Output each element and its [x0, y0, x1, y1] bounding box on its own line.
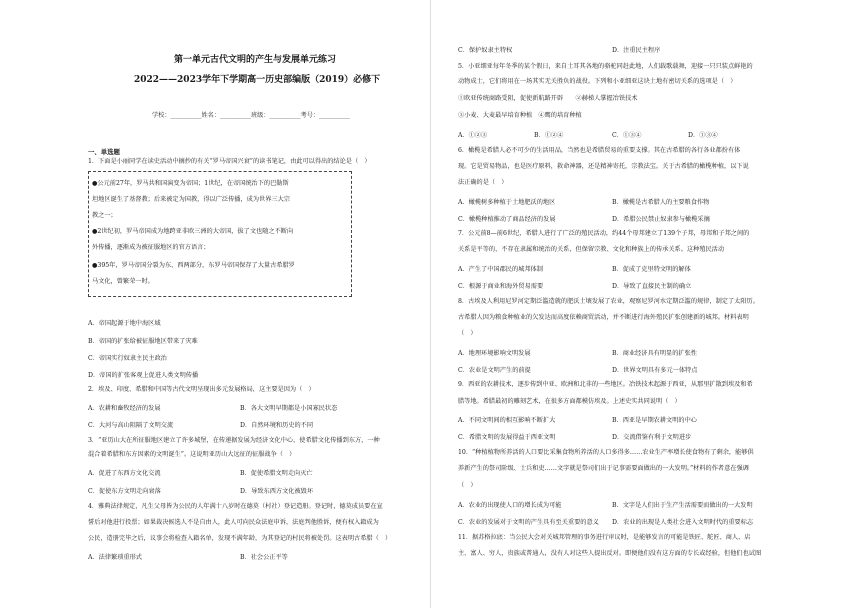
question-11-line: 主、富人、穷人，贵族或普通人，没有人对这些人提出反对。即便他们没有这方面的专长或经验，但他们也试图	[458, 550, 762, 557]
question-6-line: 法正确的是（ ）	[458, 179, 508, 186]
question-9-line: 腊等地。希腊最初的雕刻艺术，在很多方面都模仿埃及。上述史实共同说明（ ）	[458, 398, 681, 405]
option-c: C．橄榄种植推动了商品经济的发展	[458, 216, 556, 223]
option-c: C．①③④	[612, 132, 642, 139]
option-d: D．交流借鉴有利于文明进步	[612, 434, 692, 441]
notes-line: ●2世纪初，罗马帝国成为地跨亚非欧三洲的大帝国，拔了文也随之不断向	[92, 228, 294, 235]
question-11-line: 11．据苏格拉底：当公民大会对关城邦管理的事务进行审议时，是能够发言的可能是铁匠、舵匠、商人、店	[458, 534, 751, 541]
option-a: A．产生了中国郡民的城邦体制	[458, 266, 543, 273]
option-c: C．保护奴隶主特权	[458, 47, 513, 54]
question-8-line: 8．古埃及人利用尼罗河定期泛滥造就的肥沃土壤发展了农业，观察尼罗河水定期泛滥的规律，制定了太阳历。	[458, 298, 759, 305]
option-c: C．根源于商业和海外贸易需要	[458, 283, 544, 290]
question-4-line: 公民，造册完毕之后，议事会将检查入籍名单，发现不满年龄，为其登记的村民将被处罚。这表明古希腊（ ）	[88, 535, 392, 542]
option-c: C．促使东方文明走向衰落	[88, 488, 161, 495]
question-10-line: 养新产生的祭司阶级、士兵和吏……文字就是祭司们出于记事需要面做出的一大发明。”材料的作者意在强调	[458, 465, 749, 472]
option-a: A．①②③	[458, 132, 488, 139]
option-d: D．①③④	[688, 132, 718, 139]
option-b: B．帝国的扩张给被征服地区带来了灾难	[88, 338, 198, 345]
option-d: D．导致东西方文化被毁坏	[240, 488, 314, 495]
question-2: 2．埃及、印度、希腊和中国等古代文明呈现出多元发展格局，这主要是因为（ ）	[88, 386, 315, 393]
option-b: B．①②④	[534, 132, 564, 139]
option-b: B．文字是人们出于生产生活需要而做出的一大发明	[612, 502, 753, 509]
section-heading: 一、单选题	[88, 148, 120, 156]
option-b: B．社会公正平等	[240, 554, 288, 561]
question-3-line: 3．“亚历山大在所征服地区建立了许多城堡，在传递据发展为经济文化中心，使希腊文化传播到东方，一种	[88, 437, 380, 444]
question-10-line: （ ）	[458, 482, 477, 489]
option-a: A．法律繁琐重形式	[88, 554, 142, 561]
q5-statements: ①欧亚传统商路受阻，促使新航路开辟 ②赫梯人掌握冶铁技术	[458, 95, 638, 102]
question-1: 1．下面是小丽同学在读史活动中摘抄的有关“罗马帝国兴衰”的读书笔记，由此可以得出的结论是（ ）	[88, 158, 371, 165]
option-b: B．商业经济具有明显的扩张性	[612, 350, 697, 357]
option-c: C．农业是文明产生的前提	[458, 367, 531, 374]
question-4-line: 4．雅典法律规定，凡生父母皆为公民的人年满十八岁时在德莫（村社）登记造册。登记时，德莫成员要在宣	[88, 503, 383, 510]
page-subtitle: 2022——2023学年下学期高一历史部编版（2019）必修下	[134, 75, 381, 85]
option-a: A．帝国起源于地中海区域	[88, 320, 161, 327]
student-info-line: 学校：__________姓名：__________班级：__________考号：__________	[152, 112, 350, 119]
option-c: C．农业的发展对于文明的产生具有至关重要的意义	[458, 519, 599, 526]
question-7-line: 关系是平等的，不存在隶属和统治的关系，但保留宗教、文化和种族上的传承关系。这种殖民活动	[458, 246, 725, 253]
option-a: A．农业的出现使人口的增长成为可能	[458, 502, 562, 509]
option-c: C．帝国实行奴隶主民主政治	[88, 355, 167, 362]
option-d: D．自然环境和历史的不同	[240, 422, 314, 429]
question-8-line: （ ）	[458, 330, 477, 337]
option-a: A．不同文明间的相互影响不断扩大	[458, 417, 556, 424]
question-9-line: 9．西亚的农耕技术，逐步传到中亚、欧洲和北非的一些地区。冶铁技术起源于西亚，从那里扩散到埃及和希	[458, 381, 753, 388]
option-b: B．西亚是早期农耕文明的中心	[612, 417, 697, 424]
reading-notes-box	[88, 171, 352, 297]
option-c: C．大河与高山阻隔了文明交流	[88, 422, 174, 429]
question-8-line: 古希腊人因为粮食种植业的欠发达而高度依赖商贸活动，并不断进行海外殖民扩张创建新的城邦。材料表明	[458, 314, 749, 321]
notes-line: 外传播，逐渐成为被征服地区的官方语言；	[92, 244, 210, 251]
notes-line: 马文化，曾繁荣一时。	[92, 278, 154, 285]
question-7-line: 7．公元前8—前6世纪，希腊人进行了广泛的殖民活动，约44个母邦建立了139个子邦，母邦和子邦之间的	[458, 230, 750, 237]
question-6-line: 现。它是贸易物品，也是医疗原料，救命神器，还是精神寄托，宗教法宝。关于古希腊的橄榄种植，以下说	[458, 163, 749, 170]
question-4-line: 誓后对他进行投票；如果裁决候选人不是自由人，此人可向民众法庭申诉，法庭判他胜诉，便有权入籍成为	[88, 519, 379, 526]
option-d: D．农业的出现是人类社会进入文明时代的重要标志	[612, 519, 754, 526]
question-3-line: 混合着希腊和东方因素的文明诞生”。这说明亚历山大远征的征服战争（ ）	[88, 451, 296, 458]
notes-line: 坦地区诞生了基督教；后来被定为国教，得以广泛传播，成为世界三大宗	[92, 196, 290, 203]
option-b: B．促成了克里特文明的解体	[612, 266, 691, 273]
option-d: D．帝国的扩张客观上促进人类文明传播	[88, 372, 199, 379]
option-d: D．世界文明具有多元一体特点	[612, 367, 698, 374]
option-a: A．橄榄树多种植于土地肥沃的地区	[458, 199, 556, 206]
option-a: A．农耕和畜牧经济的发展	[88, 405, 161, 412]
page-title: 第一单元古代文明的产生与发展单元练习	[174, 55, 337, 65]
question-10-line: 10．“种植植物所养活的人口要比采集食物所养活的人口多得多……农业生产率增长使食物有了剩余，能够供	[458, 449, 754, 456]
question-5-line: 动物成士，它们将用在一场其实无关胜负的战役。下列和小亚细亚这块土地有密切关系的选项是（ ）	[458, 78, 737, 85]
option-c: C．希腊文明的发展得益于西亚文明	[458, 434, 556, 441]
option-d: D．导致了直接民主制的确立	[612, 283, 692, 290]
option-a: A．地理环境影响文明发展	[458, 350, 531, 357]
question-6-line: 6．橄榄是希腊人必不可少的生活用品，当然也是希腊贸易的重要支撑。其在古希腊的各行各业都扮有体	[458, 147, 741, 154]
notes-line: 教之一；	[92, 212, 117, 219]
option-b: B．橄榄是古希腊人的主要粮食作物	[612, 199, 710, 206]
notes-line: ●公元前27年，罗马共和国演变为帝国；1世纪，在帝国统治下的巴勒斯	[92, 180, 289, 187]
option-b: B．各大文明早期都是小国寡民状态	[240, 405, 338, 412]
q5-statements: ③小麦、大麦最早培育种植 ④鹰的培育种植	[458, 112, 582, 119]
option-d: D．注重民主程序	[612, 47, 661, 54]
notes-line: ●395年，罗马帝国分裂为东、西两部分，东罗马帝国保存了大量古希腊罗	[92, 262, 295, 269]
question-5-line: 5．小亚细亚每年冬季的某个假日，来自土耳其各地的骆驼同赶此地，人们载歌载舞，迎接一只只装点鲜艳的	[458, 63, 753, 70]
option-a: A．促进了东西方文化交流	[88, 470, 161, 477]
column-divider	[430, 0, 431, 608]
option-b: B．促使希腊文明走向灭亡	[240, 470, 313, 477]
option-d: D．希腊公民禁止奴隶参与橄榄采摘	[612, 216, 710, 223]
